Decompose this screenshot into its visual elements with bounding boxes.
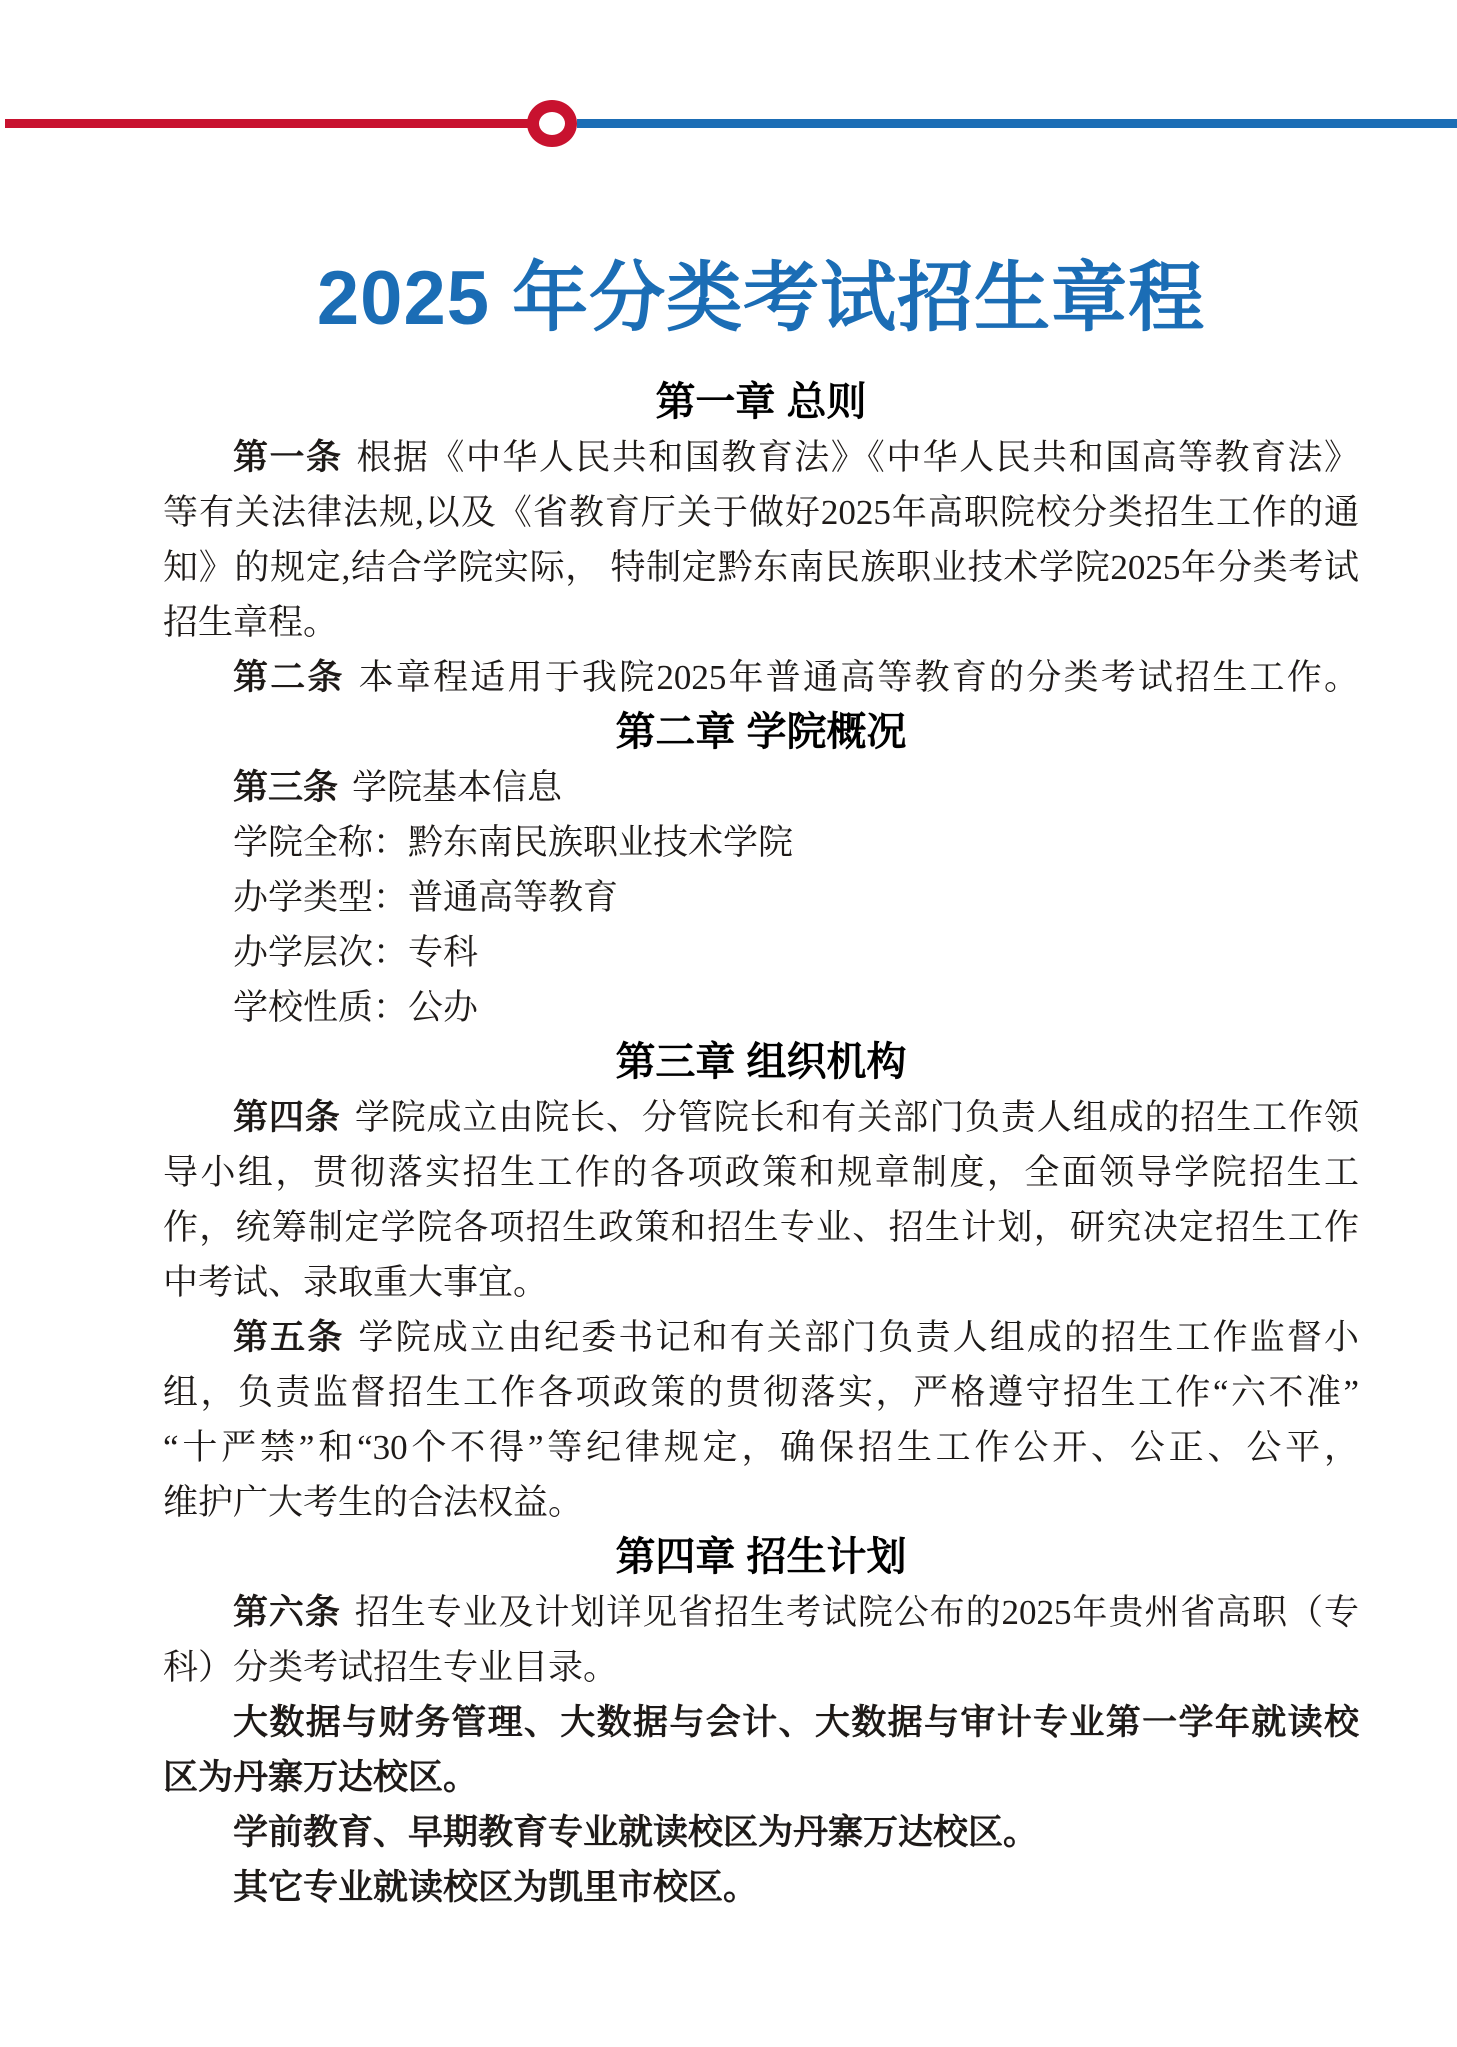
text-line: 学校性质：公办 (233, 988, 479, 1027)
text-line: “十严禁”和“30个不得”等纪律规定，确保招生工作公开、公正、公平， (163, 1428, 1359, 1467)
clause-number: 第四条 (233, 1098, 341, 1137)
text-line: 第四条 学院成立由院长、分管院长和有关部门负责人组成的招生工作领 (233, 1098, 1359, 1137)
chapter-heading: 第三章 组织机构 (615, 1040, 907, 1084)
text-line: 办学层次：专科 (233, 933, 479, 972)
text-line: 大数据与财务管理、大数据与会计、大数据与审计专业第一学年就读校 (233, 1703, 1359, 1742)
divider-blue-line (577, 119, 1457, 128)
text-line: 办学类型：普通高等教育 (233, 878, 619, 917)
clause-number: 第六条 (233, 1593, 341, 1632)
text-line: 其它专业就读校区为凯里市校区。 (233, 1868, 759, 1907)
text-line: 招生章程。 (163, 603, 339, 642)
document-title: 2025 年分类考试招生章程 (316, 255, 1206, 341)
text-line: 第六条 招生专业及计划详见省招生考试院公布的2025年贵州省高职（专 (233, 1593, 1359, 1632)
text-line: 导小组，贯彻落实招生工作的各项政策和规章制度，全面领导学院招生工 (163, 1153, 1359, 1192)
text-line: 第三条 学院基本信息 (233, 768, 563, 807)
chapter-heading: 第二章 学院概况 (615, 710, 907, 754)
text-line: 维护广大考生的合法权益。 (163, 1483, 584, 1522)
text-line: 科）分类考试招生专业目录。 (163, 1648, 619, 1687)
text-line: 作，统筹制定学院各项招生政策和招生专业、招生计划，研究决定招生工作 (163, 1208, 1359, 1247)
text-line: 组，负责监督招生工作各项政策的贯彻落实，严格遵守招生工作“六不准” (163, 1373, 1359, 1412)
clause-number: 第三条 (233, 768, 339, 807)
text-line: 知》的规定,结合学院实际， 特制定黔东南民族职业技术学院2025年分类考试 (163, 548, 1359, 587)
text-line: 第五条 学院成立由纪委书记和有关部门负责人组成的招生工作监督小 (233, 1318, 1359, 1357)
text-line: 区为丹寨万达校区。 (163, 1758, 479, 1797)
divider-red-line (5, 119, 528, 128)
divider-ring-icon (527, 100, 577, 147)
chapter-heading: 第四章 招生计划 (615, 1535, 907, 1579)
clause-number: 第五条 (233, 1318, 345, 1357)
clause-number: 第二条 (233, 658, 345, 697)
text-line: 第二条 本章程适用于我院2025年普通高等教育的分类考试招生工作。 (233, 658, 1359, 697)
text-line: 等有关法律法规,以及《省教育厅关于做好2025年高职院校分类招生工作的通 (163, 493, 1359, 532)
chapter-heading: 第一章 总则 (655, 380, 867, 424)
text-line: 第一条 根据《中华人民共和国教育法》《中华人民共和国高等教育法》 (233, 438, 1359, 477)
text-line: 学院全称：黔东南民族职业技术学院 (233, 823, 794, 862)
document-body (163, 375, 1359, 1915)
text-line: 学前教育、早期教育专业就读校区为丹寨万达校区。 (233, 1813, 1039, 1852)
clause-number: 第一条 (233, 438, 343, 477)
text-line: 中考试、录取重大事宜。 (163, 1263, 549, 1302)
